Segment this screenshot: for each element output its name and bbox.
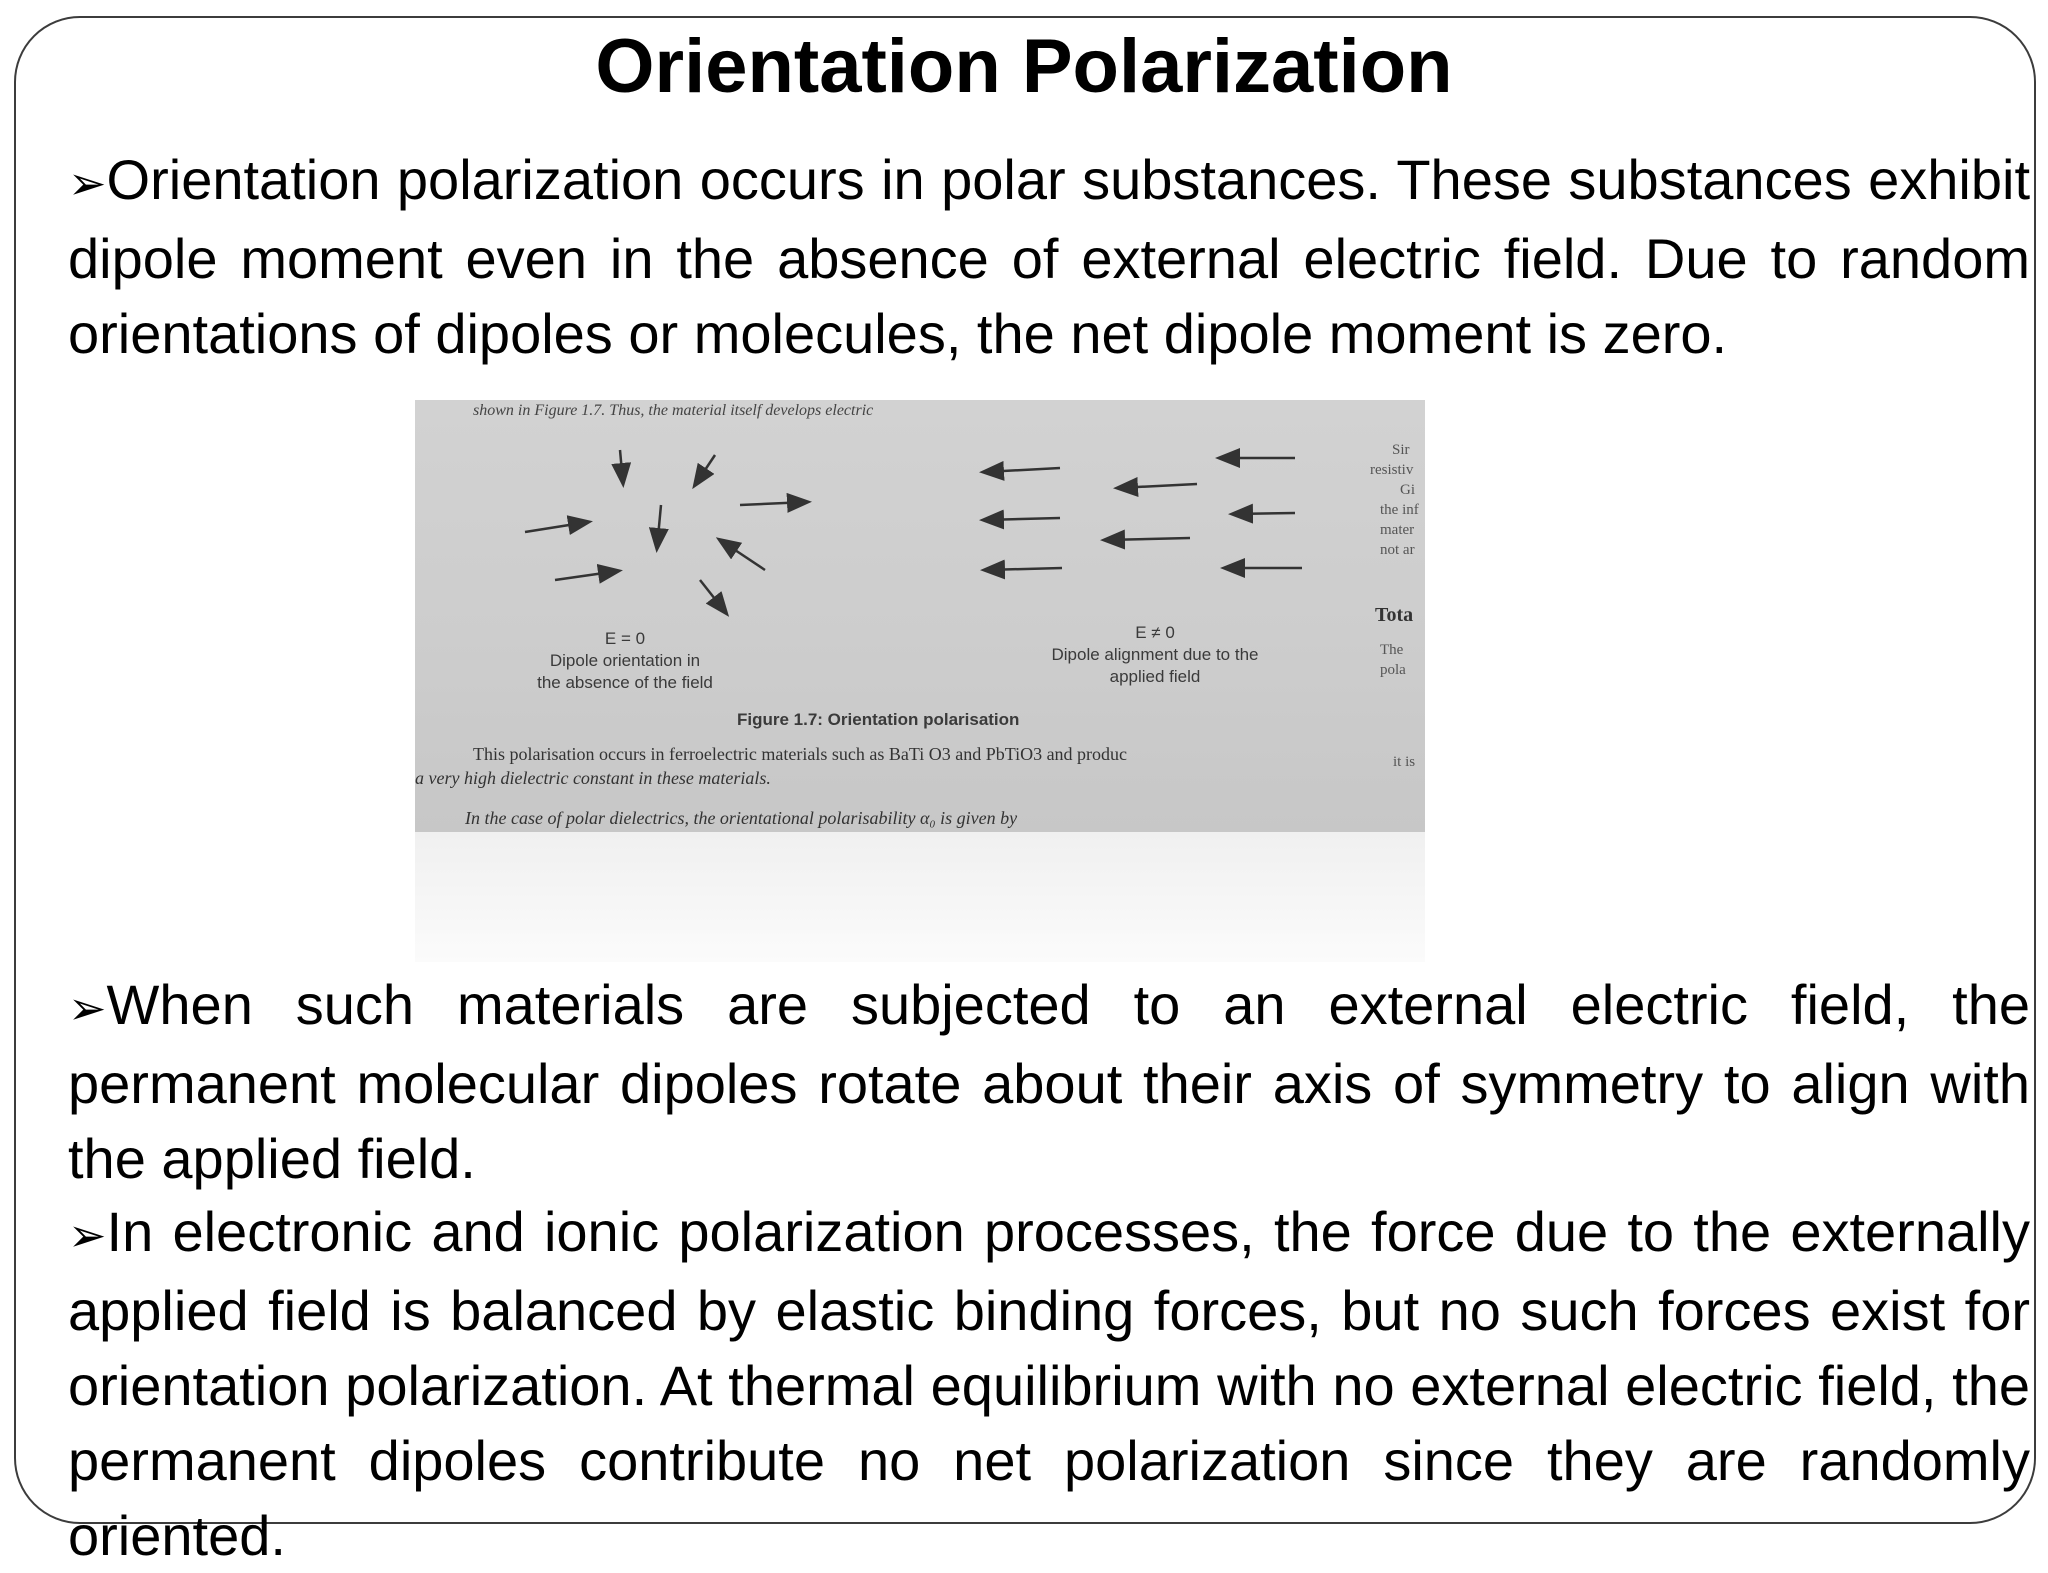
- arrow-bullet-icon: ➢: [68, 982, 107, 1034]
- bullet-paragraph-1: [68, 142, 2030, 371]
- figure-top-text: shown in Figure 1.7. Thus, the material itself develops electric: [473, 402, 874, 419]
- dipole-arrow-random: [700, 580, 726, 613]
- dipole-arrow-aligned: [984, 468, 1060, 472]
- right-figure-label: E ≠ 0 Dipole alignment due to the applied field: [1051, 623, 1259, 686]
- arrow-bullet-icon: ➢: [68, 1209, 107, 1261]
- figure-body-line-1: This polarisation occurs in ferroelectric materials such as BaTi O3 and PbTiO3 and produc: [473, 744, 1128, 764]
- figure-photo: [415, 400, 1425, 832]
- figure-edge-text: Sir resistiv Gi the inf mater not ar: [1370, 442, 1419, 558]
- figure-edge-heading: Tota: [1375, 604, 1414, 626]
- dipole-arrow-random: [555, 571, 618, 580]
- dipole-arrow-random: [740, 502, 807, 505]
- arrow-bullet-icon: ➢: [68, 157, 107, 209]
- left-figure-label: E = 0 Dipole orientation in the absence of the field: [537, 629, 713, 692]
- dipole-arrow-random: [657, 505, 661, 548]
- dipole-arrow-aligned: [1105, 538, 1190, 540]
- bullet-paragraph-3: [68, 1194, 2030, 1573]
- figure-edge-bottom: The pola: [1380, 642, 1406, 678]
- dipole-arrow-aligned: [1233, 513, 1295, 514]
- paragraph-text: Orientation polarization occurs in polar substances. These substances exhibit dipole moment even in the absence of external electric field. Due to random orientations of dipoles or molecules, the net dipole moment is zero.: [68, 148, 2030, 365]
- dipole-arrow-aligned: [984, 518, 1060, 520]
- slide-title: Orientation Polarization: [595, 24, 1453, 109]
- bullet-paragraph-2: [68, 967, 2030, 1196]
- figure-body-line-3: In the case of polar dielectrics, the orientational polarisability α₀ is given by: [465, 808, 1018, 828]
- dipole-arrow-aligned: [985, 568, 1062, 570]
- dipole-arrow-random: [695, 455, 715, 485]
- figure-body-line-2: a very high dielectric constant in these materials.: [415, 768, 771, 788]
- dipole-arrow-random: [525, 522, 588, 532]
- paragraph-text: When such materials are subjected to an external electric field, the permanent molecular dipoles rotate about their axis of symmetry to align with the applied field.: [68, 973, 2030, 1190]
- dipole-arrow-random: [620, 450, 623, 483]
- figure-edge-right: it is: [1393, 754, 1416, 770]
- dipole-arrow-aligned: [1118, 484, 1197, 488]
- figure-caption: Figure 1.7: Orientation polarisation: [737, 710, 1020, 729]
- figure-fade: [415, 832, 1425, 962]
- paragraph-text: In electronic and ionic polarization processes, the force due to the externally applied field is balanced by elastic binding forces, but no such forces exist for orientation polarization. At thermal equilibrium with no external electric field, the permanent dipoles contribute no net polarization since they are randomly oriented.: [68, 1200, 2030, 1567]
- dipole-arrow-random: [720, 540, 765, 570]
